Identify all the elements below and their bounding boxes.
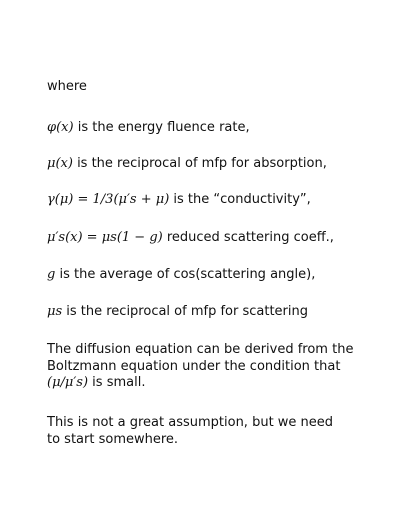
- math-mu-s-prime: μ′s(x) = μs(1 − g): [47, 230, 163, 245]
- definition-text: is the reciprocal of mfp for absorption,: [72, 156, 327, 171]
- paragraph-line: (μ/μ′s) is small.: [47, 375, 146, 390]
- math-phi: φ(x): [47, 120, 74, 135]
- definition-conductivity: [47, 192, 311, 208]
- paragraph-line: Boltzmann equation under the condition that: [47, 358, 341, 374]
- math-mu-s: μs: [47, 304, 63, 319]
- paragraph-line: This is not a great assumption, but we need: [47, 415, 334, 430]
- paragraph-line: The diffusion equation can be derived from the: [47, 342, 354, 357]
- definition-reduced-scattering: [47, 230, 334, 246]
- definition-anisotropy: [47, 267, 315, 283]
- math-gamma: γ(μ) = 1/3(μ′s + μ): [47, 192, 170, 207]
- definition-text: is the “conductivity”,: [169, 192, 311, 207]
- math-mu: μ(x): [47, 156, 73, 171]
- definition-absorption: [47, 156, 327, 172]
- definition-text: is the reciprocal of mfp for scattering: [62, 304, 309, 319]
- paragraph-line: to start somewhere.: [47, 431, 179, 447]
- definition-text: is the energy fluence rate,: [73, 120, 250, 135]
- definition-scattering: [47, 304, 308, 320]
- where-label: where: [47, 79, 87, 94]
- paragraph-assumption: [47, 415, 357, 448]
- math-ratio: (μ/μ′s): [47, 375, 89, 390]
- paragraph-diffusion-derivation: [47, 342, 357, 392]
- definition-fluence-rate: [47, 120, 250, 136]
- definition-text: reduced scattering coeff.,: [162, 230, 334, 245]
- math-g: g: [47, 267, 56, 282]
- definition-text: is the average of cos(scattering angle),: [55, 267, 316, 282]
